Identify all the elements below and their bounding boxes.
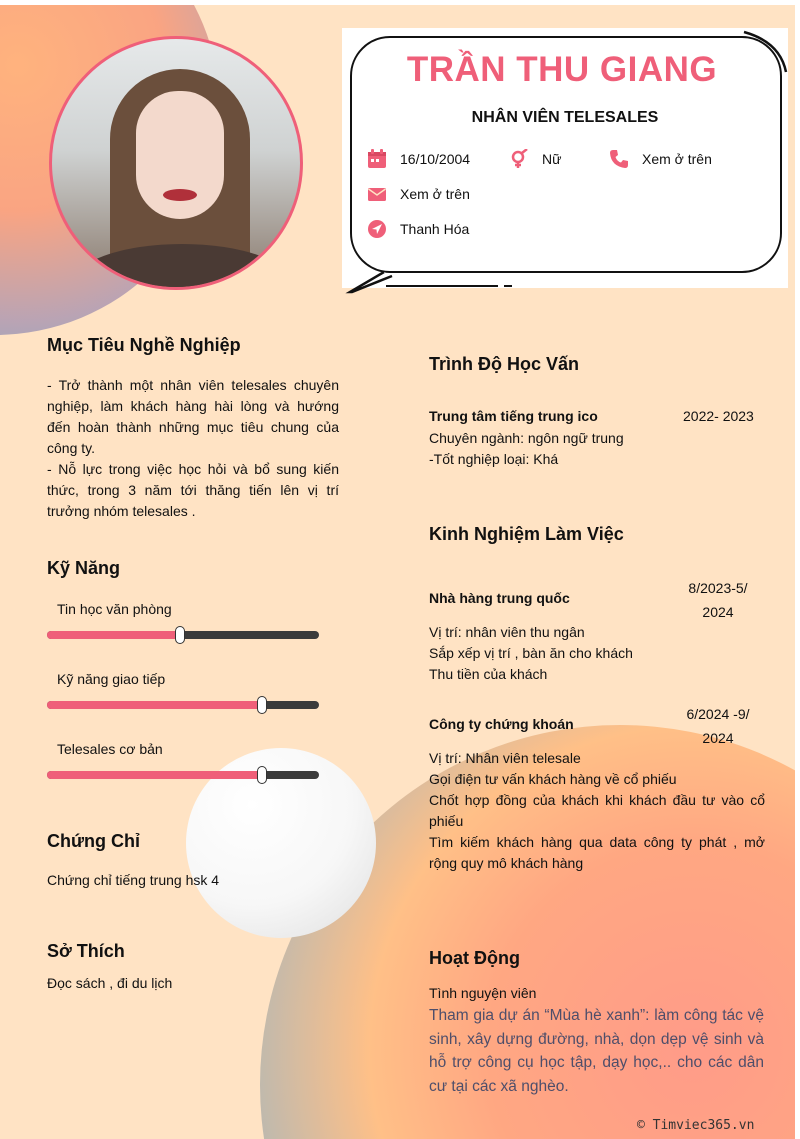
- job-detail: Sắp xếp vị trí , bàn ăn cho khách: [429, 645, 633, 661]
- education-detail: Chuyên ngành: ngôn ngữ trung: [429, 430, 624, 446]
- job-detail: Tìm kiếm khách hàng qua data công ty phát , mở rộng quy mô khách hàng: [429, 834, 765, 871]
- activity-role: Tình nguyện viên: [429, 985, 537, 1001]
- gender-value: Nữ: [542, 151, 562, 167]
- address-info: [366, 218, 469, 240]
- hobbies-title: Sở Thích: [47, 941, 125, 961]
- phone-value: Xem ở trên: [642, 151, 712, 167]
- email-value: Xem ở trên: [400, 186, 470, 202]
- job-period: 6/2024 -9/ 2024: [686, 706, 750, 746]
- job-detail: Gọi điện tư vấn khách hàng về cổ phiếu: [429, 771, 677, 787]
- location-icon: [366, 218, 388, 240]
- education-detail: -Tốt nghiệp loại: Khá: [429, 451, 559, 467]
- mail-icon: [366, 183, 388, 205]
- birthday-value: 16/10/2004: [400, 151, 471, 167]
- job-company: Công ty chứng khoán: [429, 716, 574, 732]
- education-title: Trình Độ Học Vấn: [429, 354, 580, 374]
- skill-label: Kỹ năng giao tiếp: [57, 671, 166, 687]
- skill-bar: [47, 631, 319, 639]
- experience-title: Kinh Nghiệm Làm Việc: [429, 524, 624, 544]
- footer-watermark: © Timviec365.vn: [637, 1118, 755, 1133]
- hobbies-text: Đọc sách , đi du lịch: [47, 975, 173, 991]
- candidate-name: TRẦN THU GIANG: [406, 50, 718, 89]
- job-detail: Chốt hợp đồng của khách khi khách đầu tư vào cổ phiếu: [429, 792, 765, 829]
- job-title: NHÂN VIÊN TELESALES: [471, 109, 659, 126]
- skill-bar: [47, 771, 319, 779]
- activity-description: Tham gia dự án “Mùa hè xanh”: làm công tác vệ sinh, xây dựng đường, nhà, dọn dẹp vệ sinh và hỗ trợ công cụ học tập, dạy học,.. cho các dân cư tại các xã nghèo.: [429, 1007, 764, 1095]
- bubble-tail-dash: [504, 285, 512, 287]
- phone-icon: [608, 148, 630, 170]
- birthday-info: [366, 148, 470, 170]
- email-info: [366, 183, 470, 205]
- objective-line-1: - Trở thành một nhân viên telesales chuyên nghiệp, làm khách hàng hài lòng và hướng đến hoàn thành những mục tiêu chung của công ty.: [47, 377, 339, 456]
- objective-line-2: - Nỗ lực trong việc học hỏi và bổ sung kiến thức, trong 3 năm tới thăng tiến lên vị trí trưởng nhóm telesales .: [47, 461, 339, 519]
- education-school: Trung tâm tiếng trung ico: [429, 408, 598, 424]
- certificates-title: Chứng Chỉ: [47, 831, 141, 851]
- job-period: 8/2023-5/ 2024: [688, 580, 748, 620]
- bubble-tail: [344, 266, 404, 296]
- activities-title: Hoạt Động: [429, 948, 520, 968]
- phone-info: [608, 148, 712, 170]
- skill-bar-fill: [47, 631, 180, 639]
- job-company: Nhà hàng trung quốc: [429, 590, 570, 606]
- education-period: 2022- 2023: [683, 408, 754, 424]
- job-detail: Vị trí: Nhân viên telesale: [429, 750, 581, 766]
- certificates-text: Chứng chỉ tiếng trung hsk 4: [47, 872, 220, 888]
- skill-bar-fill: [47, 771, 262, 779]
- address-value: Thanh Hóa: [400, 221, 470, 237]
- skill-label: Telesales cơ bản: [57, 741, 163, 757]
- objective-title: Mục Tiêu Nghề Nghiệp: [47, 335, 241, 355]
- avatar: [49, 36, 303, 290]
- calendar-icon: [366, 148, 388, 170]
- bubble-tail-line: [386, 285, 498, 287]
- job-detail: Thu tiền của khách: [429, 666, 548, 682]
- skill-bar-fill: [47, 701, 262, 709]
- skill-bar-knob[interactable]: [175, 626, 185, 644]
- job-detail: Vị trí: nhân viên thu ngân: [429, 624, 585, 640]
- skill-label: Tin học văn phòng: [57, 601, 172, 617]
- skill-bar-knob[interactable]: [257, 696, 267, 714]
- gender-info: [508, 148, 561, 170]
- gender-icon: [508, 148, 530, 170]
- skills-title: Kỹ Năng: [47, 558, 121, 578]
- skill-bar: [47, 701, 319, 709]
- skill-bar-knob[interactable]: [257, 766, 267, 784]
